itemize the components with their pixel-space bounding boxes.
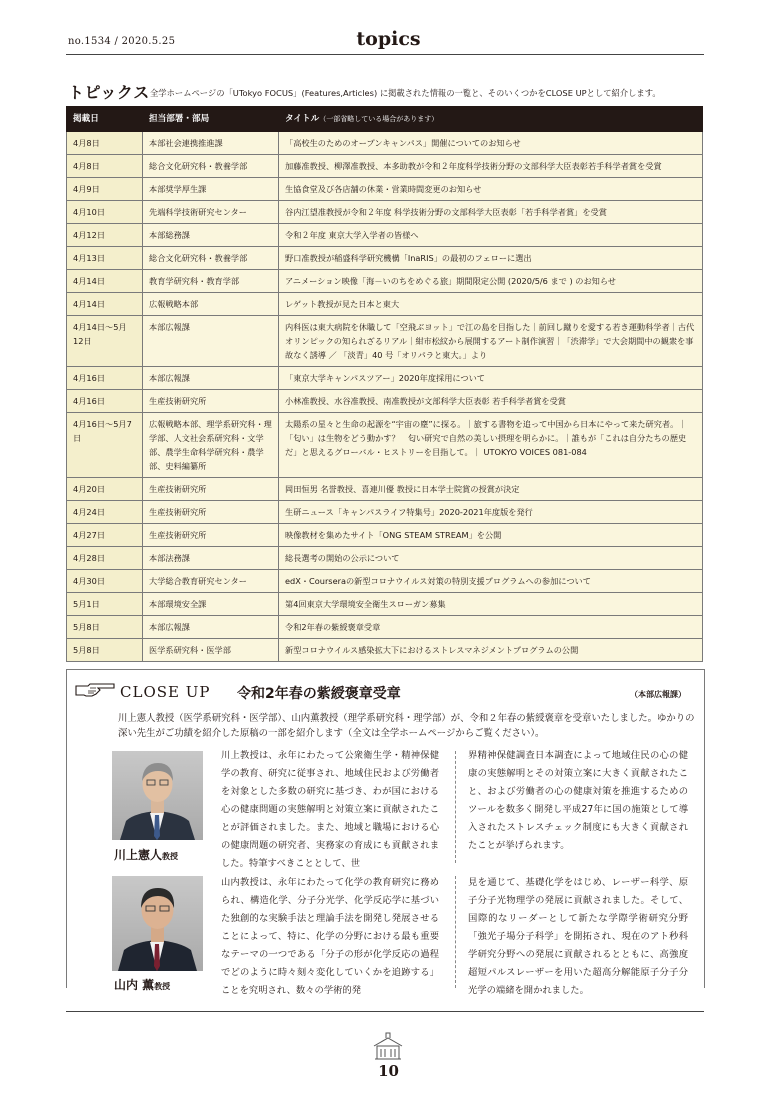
- row-date: 5月8日: [67, 639, 143, 662]
- yamanouchi-text-left: 山内教授は、永年にわたって化学の教育研究に務められ、構造化学、分子分光学、化学反応学に基づいた独創的な実験手法と理論手法を開発し発展させることによって、特に、化学の分野における最も重要なテーマの一つである「分子の形が化学反応の過程でどのように時々刻々変化していくかを追跡する」ことを究明され、数々の学術的発: [221, 877, 439, 996]
- column-date: 掲載日: [67, 107, 143, 132]
- row-date: 4月8日: [67, 155, 143, 178]
- table-row: [67, 247, 703, 270]
- table-row: [67, 570, 703, 593]
- row-department: 生産技術研究所: [143, 501, 279, 524]
- table-row: [67, 478, 703, 501]
- table-row: [67, 639, 703, 662]
- row-date: 4月12日: [67, 224, 143, 247]
- section-title: topics: [356, 28, 421, 50]
- row-department: 本部広報課: [143, 367, 279, 390]
- row-date: 4月20日: [67, 478, 143, 501]
- table-row: [67, 524, 703, 547]
- table-row: [67, 547, 703, 570]
- pointing-hand-icon: [74, 680, 116, 700]
- topics-table: [66, 106, 703, 662]
- table-row: [67, 316, 703, 367]
- row-title: 小林准教授、水谷准教授、南准教授が文部科学大臣表彰 若手科学者賞を受賞: [279, 390, 703, 413]
- person-name-text: 川上憲人: [114, 848, 163, 862]
- row-date: 4月27日: [67, 524, 143, 547]
- building-icon: [373, 1032, 403, 1060]
- column-title-note: （一部省略している場合があります）: [319, 115, 439, 123]
- row-date: 4月16日: [67, 390, 143, 413]
- row-department: 本部奨学厚生課: [143, 178, 279, 201]
- row-department: 総合文化研究科・教養学部: [143, 247, 279, 270]
- table-header-row: [67, 107, 703, 132]
- table-row: [67, 501, 703, 524]
- kawakami-text-left: 川上教授は、永年にわたって公衆衛生学・精神保健学の教育、研究に従事され、地域住民および労働者を対象とした多数の研究に基づき、わが国における心の健康問題の実態解明と対策立案に貢献されたことが評価されました。また、地域と職場における心の健康問題の研究者、実務家の育成にも貢献されました。特筆すべきこととして、世: [221, 750, 439, 869]
- table-row: [67, 201, 703, 224]
- row-department: 生産技術研究所: [143, 390, 279, 413]
- person-title-text: 教授: [154, 982, 171, 991]
- row-title: アニメーション映像「海－いのちをめぐる旅」期間限定公開 (2020/5/6 まで ) のお知らせ: [279, 270, 703, 293]
- table-row: [67, 593, 703, 616]
- table-row: [67, 155, 703, 178]
- row-department: 生産技術研究所: [143, 524, 279, 547]
- row-title: 野口准教授が稲盛科学研究機構「InaRIS」の最初のフェローに選出: [279, 247, 703, 270]
- row-date: 5月8日: [67, 616, 143, 639]
- row-title: レゲット教授が見た日本と東大: [279, 293, 703, 316]
- row-title: 新型コロナウイルス感染拡大下におけるストレスマネジメントプログラムの公開: [279, 639, 703, 662]
- column-title-label: タイトル: [285, 114, 320, 124]
- row-title: 谷内江望准教授が令和２年度 科学技術分野の文部科学大臣表彰「若手科学者賞」を受賞: [279, 201, 703, 224]
- column-title: [279, 107, 703, 132]
- issue-info: no.1534 / 2020.5.25: [68, 36, 176, 47]
- row-title: 「東京大学キャンパスツアー」2020年度採用について: [279, 367, 703, 390]
- kawakami-text-right: 界精神保健調査日本調査によって地域住民の心の健康の実態解明とその対策立案に大きく貢献されたこと、および労働者の心の健康対策を推進するためのツールを数多く開発し平成27年に国の施策として導入されたストレスチェック制度にも大きく貢献されたことが挙げられます。: [468, 750, 688, 851]
- row-title: edX・Courseraの新型コロナウイルス対策の特別支援プログラムへの参加について: [279, 570, 703, 593]
- row-title: 生研ニュース「キャンパスライフ特集号」2020-2021年度版を発行: [279, 501, 703, 524]
- person-name-yamanouchi: [114, 976, 170, 993]
- row-department: 広報戦略本部: [143, 293, 279, 316]
- closeup-label: CLOSE UP: [120, 683, 211, 701]
- closeup-title: 令和2年春の紫綬褒章受章: [237, 686, 401, 702]
- row-title: 映像教材を集めたサイト「ONG STEAM STREAM」を公開: [279, 524, 703, 547]
- row-title: 令和２年度 東京大学入学者の皆様へ: [279, 224, 703, 247]
- table-row: [67, 367, 703, 390]
- column-divider: [455, 751, 456, 863]
- row-department: 本部広報課: [143, 316, 279, 367]
- row-title: 太陽系の星々と生命の起源を“宇宙の塵”に探る。｜旅する書物を追って中国から日本にやって来た研究者。｜「匂い」は生物をどう動かす？ 匂い研究で自然の美しい摂理を明らかに。｜誰もが「これは自分たちの歴史だ」と思えるグローバル・ヒストリーを目指して。｜ UTOKYO VOICES 081-084: [279, 413, 703, 478]
- row-date: 4月16日: [67, 367, 143, 390]
- row-department: 本部社会連携推進課: [143, 132, 279, 155]
- row-department: 教育学研究科・教育学部: [143, 270, 279, 293]
- person-name-kawakami: [114, 846, 178, 863]
- row-date: 4月9日: [67, 178, 143, 201]
- table-row: [67, 178, 703, 201]
- row-title: 第4回東京大学環境安全衛生スローガン募集: [279, 593, 703, 616]
- row-date: 4月14日: [67, 293, 143, 316]
- row-date: 4月28日: [67, 547, 143, 570]
- row-title: 総長選考の開始の公示について: [279, 547, 703, 570]
- row-date: 4月24日: [67, 501, 143, 524]
- portrait-kawakami: [112, 751, 203, 840]
- table-row: [67, 132, 703, 155]
- row-title: 生協食堂及び各店舗の休業・営業時間変更のお知らせ: [279, 178, 703, 201]
- closeup-intro: 川上憲人教授（医学系研究科・医学部）、山内薫教授（理学系研究科・理学部）が、令和２年春の紫綬褒章を受章いたしました。ゆかりの深い先生がご功績を紹介した原稿の一部を紹介します（全文は全学ホームページからご覧ください）。: [118, 713, 695, 739]
- column-divider: [455, 876, 456, 988]
- row-title: 岡田恒男 名誉教授、喜連川優 教授に日本学士院賞の授賞が決定: [279, 478, 703, 501]
- topics-description: 全学ホームページの「UTokyo FOCUS」(Features,Articles) に掲載された情報の一覧と、そのいくつかをCLOSE UPとして紹介します。: [150, 88, 661, 98]
- table-row: [67, 293, 703, 316]
- row-date: 4月10日: [67, 201, 143, 224]
- row-title: 令和2年春の紫綬褒章受章: [279, 616, 703, 639]
- row-department: 本部広報課: [143, 616, 279, 639]
- row-department: 本部法務課: [143, 547, 279, 570]
- person-title-text: 教授: [162, 852, 179, 861]
- row-department: 本部総務課: [143, 224, 279, 247]
- row-date: 4月13日: [67, 247, 143, 270]
- row-department: 医学系研究科・医学部: [143, 639, 279, 662]
- closeup-department: （本部広報課）: [630, 690, 686, 699]
- yamanouchi-text-right: 見を通じて、基礎化学をはじめ、レーザー科学、原子分子光物理学の発展に貢献されました。そして、国際的なリーダーとして新たな学際学術研究分野「強光子場分子科学」を開拓され、現在のアト秒科学研究分野への発展に貢献されるとともに、高強度超短パルスレーザーを用いた超高分解能原子分子分光学の端緒を開かれました。: [468, 877, 688, 996]
- footer-divider: [66, 1011, 704, 1012]
- topics-heading: トピックス: [68, 83, 150, 102]
- row-department: 生産技術研究所: [143, 478, 279, 501]
- row-date: 5月1日: [67, 593, 143, 616]
- table-row: [67, 224, 703, 247]
- row-department: 先端科学技術研究センター: [143, 201, 279, 224]
- row-date: 4月30日: [67, 570, 143, 593]
- table-row: [67, 616, 703, 639]
- table-row: [67, 390, 703, 413]
- row-date: 4月8日: [67, 132, 143, 155]
- table-row: [67, 413, 703, 478]
- column-dept: 担当部署・部局: [143, 107, 279, 132]
- row-department: 大学総合教育研究センター: [143, 570, 279, 593]
- table-row: [67, 270, 703, 293]
- row-department: 広報戦略本部、理学系研究科・理学部、人文社会系研究科・文学部、農学生命科学研究科・農学部、史料編纂所: [143, 413, 279, 478]
- row-date: 4月14日: [67, 270, 143, 293]
- row-title: 加藤准教授、柳澤准教授、本多助教が令和２年度科学技術分野の文部科学大臣表彰若手科学者賞を受賞: [279, 155, 703, 178]
- row-date: 4月14日～5月12日: [67, 316, 143, 367]
- person-name-text: 山内 薫: [114, 978, 155, 992]
- header-divider: [66, 54, 704, 55]
- row-department: 総合文化研究科・教養学部: [143, 155, 279, 178]
- portrait-yamanouchi: [112, 876, 203, 971]
- page-number: 10: [378, 1062, 399, 1080]
- row-date: 4月16日～5月7日: [67, 413, 143, 478]
- row-department: 本部環境安全課: [143, 593, 279, 616]
- row-title: 「高校生のためのオープンキャンパス」開催についてのお知らせ: [279, 132, 703, 155]
- row-title: 内科医は東大病院を休職して「空飛ぶヨット」で江の島を目指した｜前回し蹴りを愛する若き運動科学者｜古代オリンピックの知られざるリアル｜紺市松紋から展開するアート制作演習｜「渋滞学」で大会期間中の観衆を事故なく誘導 ／ 「淡青」40 号「オリパラと東大。」より: [279, 316, 703, 367]
